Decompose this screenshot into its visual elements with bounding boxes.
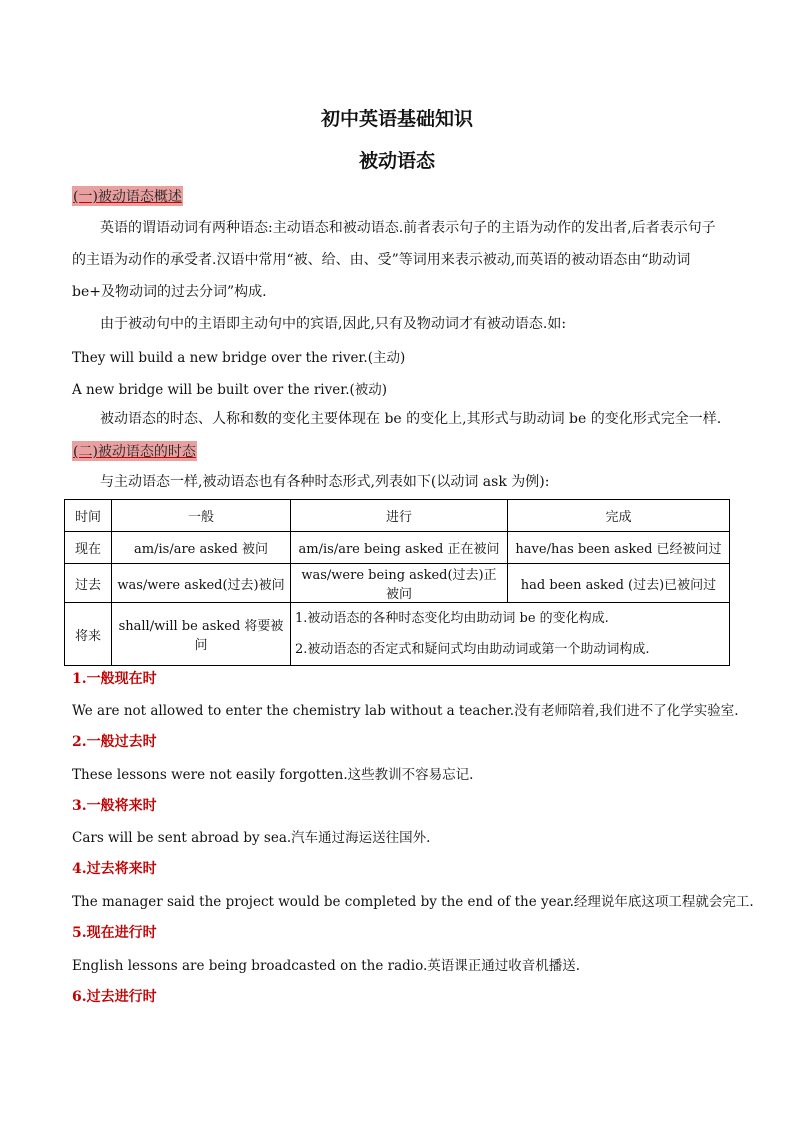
section-heading-overview: (一)被动语态概述 (72, 186, 183, 206)
table-note-cell (291, 603, 730, 666)
table-cell: am/is/are asked 被问 (112, 532, 291, 564)
example-heading: 5.现在进行时 (72, 925, 157, 941)
table-header-cell: 时间 (65, 500, 112, 532)
example-heading: 1.一般现在时 (72, 671, 157, 687)
table-row (65, 532, 730, 564)
paragraph-tense-intro: 与主动语态一样,被动语态也有各种时态形式,列表如下(以动词 ask 为例): (100, 474, 550, 490)
example-heading: 3.一般将来时 (72, 798, 157, 814)
example-sentence: These lessons were not easily forgotten.这些教训不容易忘记. (72, 767, 474, 783)
example-sentence: Cars will be sent abroad by sea.汽车通过海运送往国外. (72, 830, 431, 846)
table-cell: have/has been asked 已经被问过 (508, 532, 730, 564)
example-sentence: English lessons are being broadcasted on the radio.英语课正通过收音机播送. (72, 958, 581, 974)
section-heading-tenses: (二)被动语态的时态 (72, 441, 197, 461)
table-row (65, 603, 730, 666)
table-note-1: 1.被动语态的各种时态变化均由助动词 be 的变化构成. (295, 611, 609, 626)
table-note-2: 2.被动语态的否定式和疑问式均由助动词或第一个助动词构成. (295, 642, 650, 657)
table-cell: was/were being asked(过去)正被问 (291, 564, 508, 603)
table-cell: 过去 (65, 564, 112, 603)
document-subtitle: 被动语态 (358, 150, 435, 172)
paragraph-transitive-note: 由于被动句中的主语即主动句中的宾语,因此,只有及物动词才有被动语态.如: (100, 316, 567, 332)
table-cell: 将来 (65, 603, 112, 666)
table-cell: had been asked (过去)已被问过 (508, 564, 730, 603)
table-header-cell: 一般 (112, 500, 291, 532)
table-row (65, 564, 730, 603)
table-cell: was/were asked(过去)被问 (112, 564, 291, 603)
paragraph-be-change: 被动语态的时态、人称和数的变化主要体现在 be 的变化上,其形式与助动词 be 的变化形式完全一样. (100, 411, 722, 427)
table-header-cell: 完成 (508, 500, 730, 532)
table-header-row (65, 500, 730, 532)
example-heading: 6.过去进行时 (72, 989, 157, 1005)
table-cell: 现在 (65, 532, 112, 564)
example-passive-sentence: A new bridge will be built over the river.(被动) (72, 382, 388, 398)
table-cell: shall/will be asked 将要被问 (112, 603, 291, 666)
example-heading: 4.过去将来时 (72, 861, 157, 877)
example-sentence: The manager said the project would be completed by the end of the year.经理说年底这项工程就会完工. (72, 894, 754, 910)
example-active-sentence: They will build a new bridge over the river.(主动) (72, 350, 406, 366)
document-title: 初中英语基础知识 (320, 108, 473, 130)
table-header-cell: 进行 (291, 500, 508, 532)
example-sentence: We are not allowed to enter the chemistry lab without a teacher.没有老师陪着,我们进不了化学实验室. (72, 703, 739, 719)
tense-table (64, 499, 730, 666)
table-cell: am/is/are being asked 正在被问 (291, 532, 508, 564)
example-heading: 2.一般过去时 (72, 734, 157, 750)
paragraph-voice-intro: 英语的谓语动词有两种语态:主动语态和被动语态.前者表示句子的主语为动作的发出者,后者表示句子的主语为动作的承受者.汉语中常用“被、给、由、受”等词用来表示被动,而英语的被动语态由“助动词 be+及物动词的过去分词”构成. (72, 220, 716, 300)
